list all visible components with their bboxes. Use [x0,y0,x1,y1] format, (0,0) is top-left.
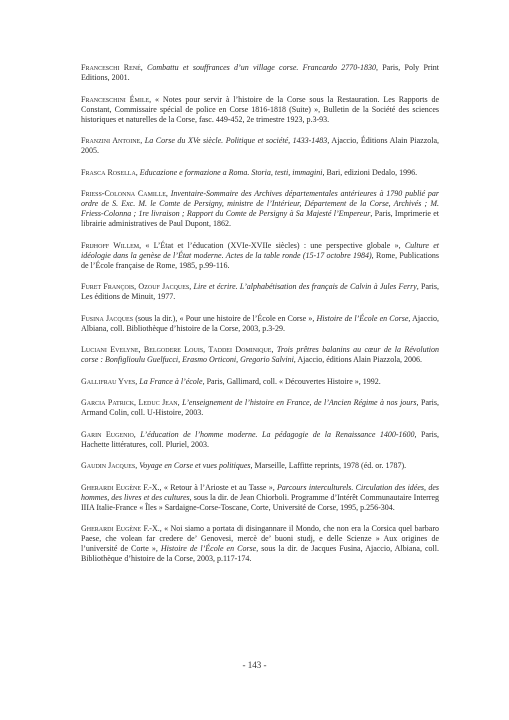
entry-title: Culture et idéologie dans la genèse de l’État moderne. Actes de la table ronde (15-17 octobre 1984) [81,240,439,260]
entry-title: Parcours interculturels. Circulation des idées, des hommes, des livres et des cultures [81,482,439,502]
entry-text: , Paris, Gallimard, coll. « Découvertes Histoire », 1992. [202,376,381,386]
entry-text: , Ajaccio, éditions Alain Piazzola, 2006. [293,355,422,364]
entry-text: « L’État et l’éducation (XVIe-XVIIe siècles) : une perspective globale », [141,240,405,250]
bibliography-entry [81,377,439,387]
entry-author: Garin Eugenio, [81,429,136,439]
entry-author: Fusina Jacques [81,313,134,323]
entry-title: Voyage en Corse et vues politiques [139,461,251,470]
bibliography-entry [81,241,439,271]
entry-title: Inventaire-Sommaire des Archives départementales antérieures à 1790 publié par ordre de S. Exc. M. le Comte de Persigny, ministre de l’Intérieur, Département de la Corse, Archivés ; M. Friess-Colonna ; 1re livraison ; Rapport du Comte de Persigny à Sa Majesté l’Empereur [81,189,440,218]
entry-text: , Bari, edizioni Dedalo, 1996. [322,167,418,177]
entry-text: (sous la dir.), « Pour une histoire de l’École en Corse », [133,313,317,323]
entry-author: Garcia Patrick, Leduc Jean, [81,398,180,407]
entry-title: Histoire de l’École en Corse [316,313,409,323]
bibliography-entry [81,314,439,334]
entry-text: , Ajaccio, Albiana, coll. Bibliothèque d’histoire de la Corse, 2003, p.3-29. [81,313,440,333]
entry-text: , Paris, Les éditions de Minuit, 1977. [81,282,440,301]
entry-author: Franceschi René, [81,63,143,72]
entry-title: Lire et écrire. L’alphabétisation des français de Calvin à Jules Ferry [193,282,417,291]
bibliography-entry [81,136,439,156]
bibliography-entry [81,95,439,125]
entry-title: La Corse du XVe siècle. Politique et société, 1433-1483 [144,136,328,145]
entry-title: Trois prêtres balanins au cœur de la Révolution corse : Bonfiglioulu Guelfucci, Erasmo Orticoni, Gregorio Salvini [81,345,440,364]
bibliography-entry [81,524,439,564]
entry-title: La France à l’école [139,376,203,386]
bibliography-entry [81,483,439,513]
entry-title: Educazione e formazione a Roma. Storia, testi, immagini [139,167,323,177]
bibliography-entry [81,430,439,450]
entry-author: Gherardi Eugène F.-X., [81,524,162,533]
entry-author: Franceschini Émile, [81,94,152,104]
entry-author: Friess-Colonna Camille, [81,189,168,198]
entry-author: Luciani Evelyne, Belgodere Louis, Taddei Dominique, [81,345,274,354]
entry-title: L’éducation de l’homme moderne. La pédagogie de la Renaissance 1400-1600 [140,429,415,439]
entry-author: Frasca Rosella, [81,167,138,177]
bibliography-entry [81,189,439,229]
entry-text: , Marseille, Laffitte reprints, 1978 (éd. or. 1787). [250,461,407,470]
entry-title: Combattu et souffrances d’un village corse. Francardo 2770-1830 [147,63,376,72]
entry-text: « Notes pour servir à l’histoire de la Corse sous la Restauration. Les Rapports de Constant, Commissaire spécial de police en Corse 1816-1818 (Suite) », Bulletin de la Société des sciences historiques et naturelles de la Corse, fasc. 449-452, 2e trimestre 1923, p.3-93. [81,94,439,124]
entry-author: Franzini Antoine, [81,136,143,145]
entry-author: Frijhoff Willem, [81,240,142,250]
bibliography-entry [81,461,439,471]
entry-text: , sous la dir. de Jacques Fusina, Ajaccio, Albiana, coll. Bibliothèque d’histoire de la Corse, 2003, p.117-174. [81,544,439,563]
entry-text: , sous la dir. de Jean Chiorboli. Programme d’Intérêt Communautaire Interreg IIIA Italie-France « Îles » Sardaigne-Corse-Toscane, Corte, Université de Corse, 1995, p.256-304. [81,492,439,512]
entry-text: , Paris, Hachette littératures, coll. Pluriel, 2003. [81,429,440,449]
entry-text: , Ajaccio, Éditions Alain Piazzola, 2005. [81,136,440,155]
entry-text: , Rome, Publications de l’École française de Rome, 1985, p.99-116. [81,250,439,270]
entry-author: Gherardi Eugène F.-X., [81,482,162,492]
bibliography-entry [81,345,439,365]
bibliography-list [81,63,439,576]
entry-title: L’enseignement de l’histoire en France, de l’Ancien Régime à nos jours [182,398,417,407]
entry-author: Gallifrau Yves, [81,376,138,386]
entry-author: Furet François, Ozouf Jacques, [81,282,192,291]
entry-text: , Paris, Armand Colin, coll. U-Histoire, 2003. [81,398,440,417]
entry-text: , Paris, Poly Print Editions, 2001. [81,63,440,82]
bibliography-entry [81,398,439,418]
entry-author: Gaudin Jacques, [81,461,138,470]
bibliography-entry [81,63,439,83]
bibliography-entry [81,168,439,178]
bibliography-entry [81,282,439,302]
entry-text: « Retour à l’Arioste et au Tasse », [161,482,278,492]
page-number: - 143 - [242,660,267,670]
entry-title: Histoire de l’École en Corse [160,544,257,553]
entry-text: , Paris, Imprimerie et librairie administratives de Paul Dupont, 1862. [81,209,439,228]
entry-text: « Noi siamo a portata di disingannare il Mondo, che non era la Corsica quel barbaro Paese, che volean far credere de’ Genovesi, mercè de’ buoni studj, e delle Scienze » Aux origines de l’université de Corte », [81,524,439,553]
